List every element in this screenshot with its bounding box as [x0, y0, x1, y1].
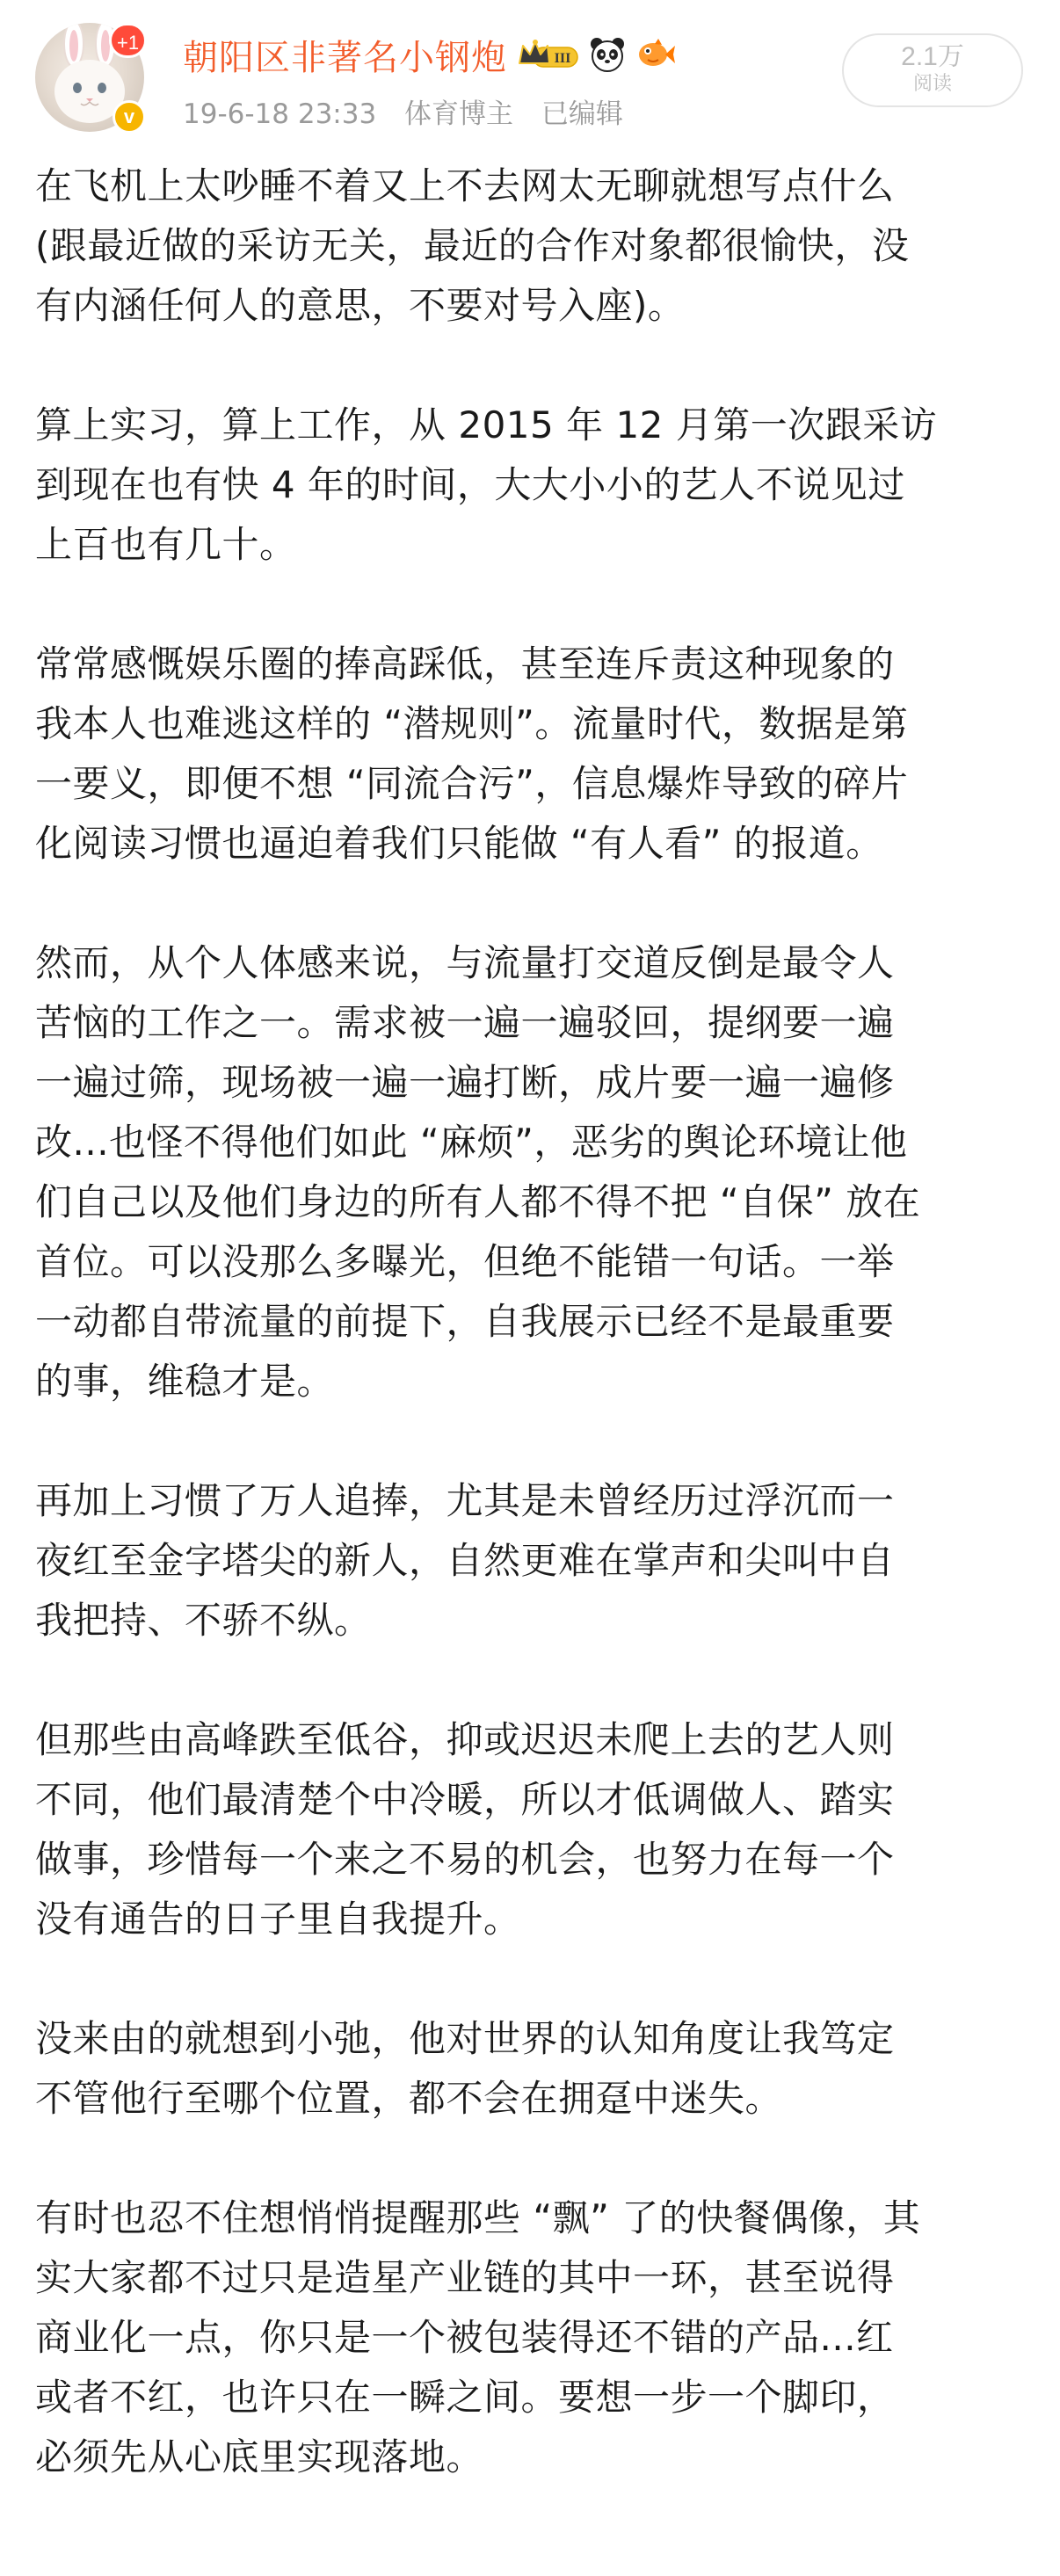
edited-label[interactable]: 已编辑 [541, 98, 623, 130]
author-row [183, 30, 676, 79]
avatar-container[interactable] [35, 23, 144, 132]
paragraph-line: 必须先从心底里实现落地。 [35, 2435, 484, 2478]
paragraph-line: 们自己以及他们身边的所有人都不得不把 “自保” 放在 [35, 1180, 921, 1223]
paragraph-line: 实大家都不过只是造星产业链的其中一环，甚至说得 [35, 2256, 895, 2299]
verified-badge-icon: v [113, 100, 146, 134]
paragraph-line: (跟最近做的采访无关，最近的合作对象都很愉快，没 [35, 224, 910, 267]
post-meta [183, 91, 643, 131]
level-badge-text: III [554, 51, 571, 66]
paragraph-line: 我本人也难逃这样的 “潜规则”。流量时代，数据是第 [35, 702, 909, 745]
paragraph-line: 没来由的就想到小弛，他对世界的认知角度让我笃定 [35, 2017, 895, 2060]
post-body [35, 156, 1025, 2547]
post-paragraph [35, 635, 1025, 874]
paragraph-line: 做事，珍惜每一个来之不易的机会，也努力在每一个 [35, 1838, 895, 1881]
paragraph-line: 在飞机上太吵睡不着又上不去网太无聊就想写点什么 [35, 164, 895, 207]
paragraph-line: 没有通告的日子里自我提升。 [35, 1898, 521, 1941]
paragraph-line: 一要义，即便不想 “同流合污”，信息爆炸导致的碎片 [35, 762, 909, 805]
paragraph-line: 算上实习，算上工作，从 2015 年 12 月第一次跟采访 [35, 403, 938, 446]
paragraph-line: 有内涵任何人的意思，不要对号入座)。 [35, 284, 686, 327]
author-tag[interactable]: 体育博主 [404, 98, 514, 130]
paragraph-line: 的事，维稳才是。 [35, 1360, 335, 1403]
paragraph-line: 首位。可以没那么多曝光，但绝不能错一句话。一举 [35, 1240, 895, 1283]
paragraph-line: 但那些由高峰跌至低谷，抑或迟迟未爬上去的艺人则 [35, 1718, 895, 1761]
notification-badge[interactable]: +1 [109, 23, 147, 58]
panda-icon[interactable] [588, 35, 627, 74]
paragraph-line: 一遍过筛，现场被一遍一遍打断，成片要一遍一遍修 [35, 1061, 895, 1104]
post-paragraph [35, 2188, 1025, 2487]
paragraph-line: 上百也有几十。 [35, 523, 297, 566]
post-paragraph [35, 933, 1025, 1411]
post-paragraph [35, 395, 1025, 575]
post-header [0, 0, 1060, 141]
paragraph-line: 改...也怪不得他们如此 “麻烦”，恶劣的舆论环境让他 [35, 1121, 908, 1164]
post-date: 19-6-18 23:33 [183, 98, 377, 130]
paragraph-line: 常常感慨娱乐圈的捧高踩低，甚至连斥责这种现象的 [35, 642, 895, 686]
post-paragraph [35, 156, 1025, 336]
paragraph-line: 到现在也有快 4 年的时间，大大小小的艺人不说见过 [35, 463, 905, 506]
paragraph-line: 我把持、不骄不纵。 [35, 1599, 372, 1642]
paragraph-line: 一动都自带流量的前提下，自我展示已经不是最重要 [35, 1300, 895, 1343]
paragraph-line: 再加上习惯了万人追捧，尤其是未曾经历过浮沉而一 [35, 1479, 895, 1522]
paragraph-line: 不同，他们最清楚个中冷暖，所以才低调做人、踏实 [35, 1778, 895, 1821]
read-label: 阅读 [912, 73, 952, 95]
author-name[interactable]: 朝阳区非著名小钢炮 [183, 37, 507, 78]
fish-icon[interactable] [635, 37, 676, 72]
read-count-badge [842, 33, 1023, 107]
post-paragraph [35, 2009, 1025, 2129]
read-count: 2.1万 [901, 42, 964, 71]
crown-level-icon[interactable] [516, 37, 579, 72]
paragraph-line: 然而，从个人体感来说，与流量打交道反倒是最令人 [35, 941, 895, 984]
paragraph-line: 夜红至金字塔尖的新人，自然更难在掌声和尖叫中自 [35, 1539, 895, 1582]
paragraph-line: 苦恼的工作之一。需求被一遍一遍驳回，提纲要一遍 [35, 1001, 895, 1044]
paragraph-line: 或者不红，也许只在一瞬之间。要想一步一个脚印， [35, 2376, 895, 2419]
paragraph-line: 商业化一点，你只是一个被包装得还不错的产品...红 [35, 2316, 894, 2359]
paragraph-line: 化阅读习惯也逼迫着我们只能做 “有人看” 的报道。 [35, 822, 883, 865]
paragraph-line: 不管他行至哪个位置，都不会在拥趸中迷失。 [35, 2077, 783, 2120]
post-paragraph [35, 1710, 1025, 1949]
post-paragraph [35, 1471, 1025, 1651]
paragraph-line: 有时也忍不住想悄悄提醒那些 “飘” 了的快餐偶像，其 [35, 2196, 921, 2239]
